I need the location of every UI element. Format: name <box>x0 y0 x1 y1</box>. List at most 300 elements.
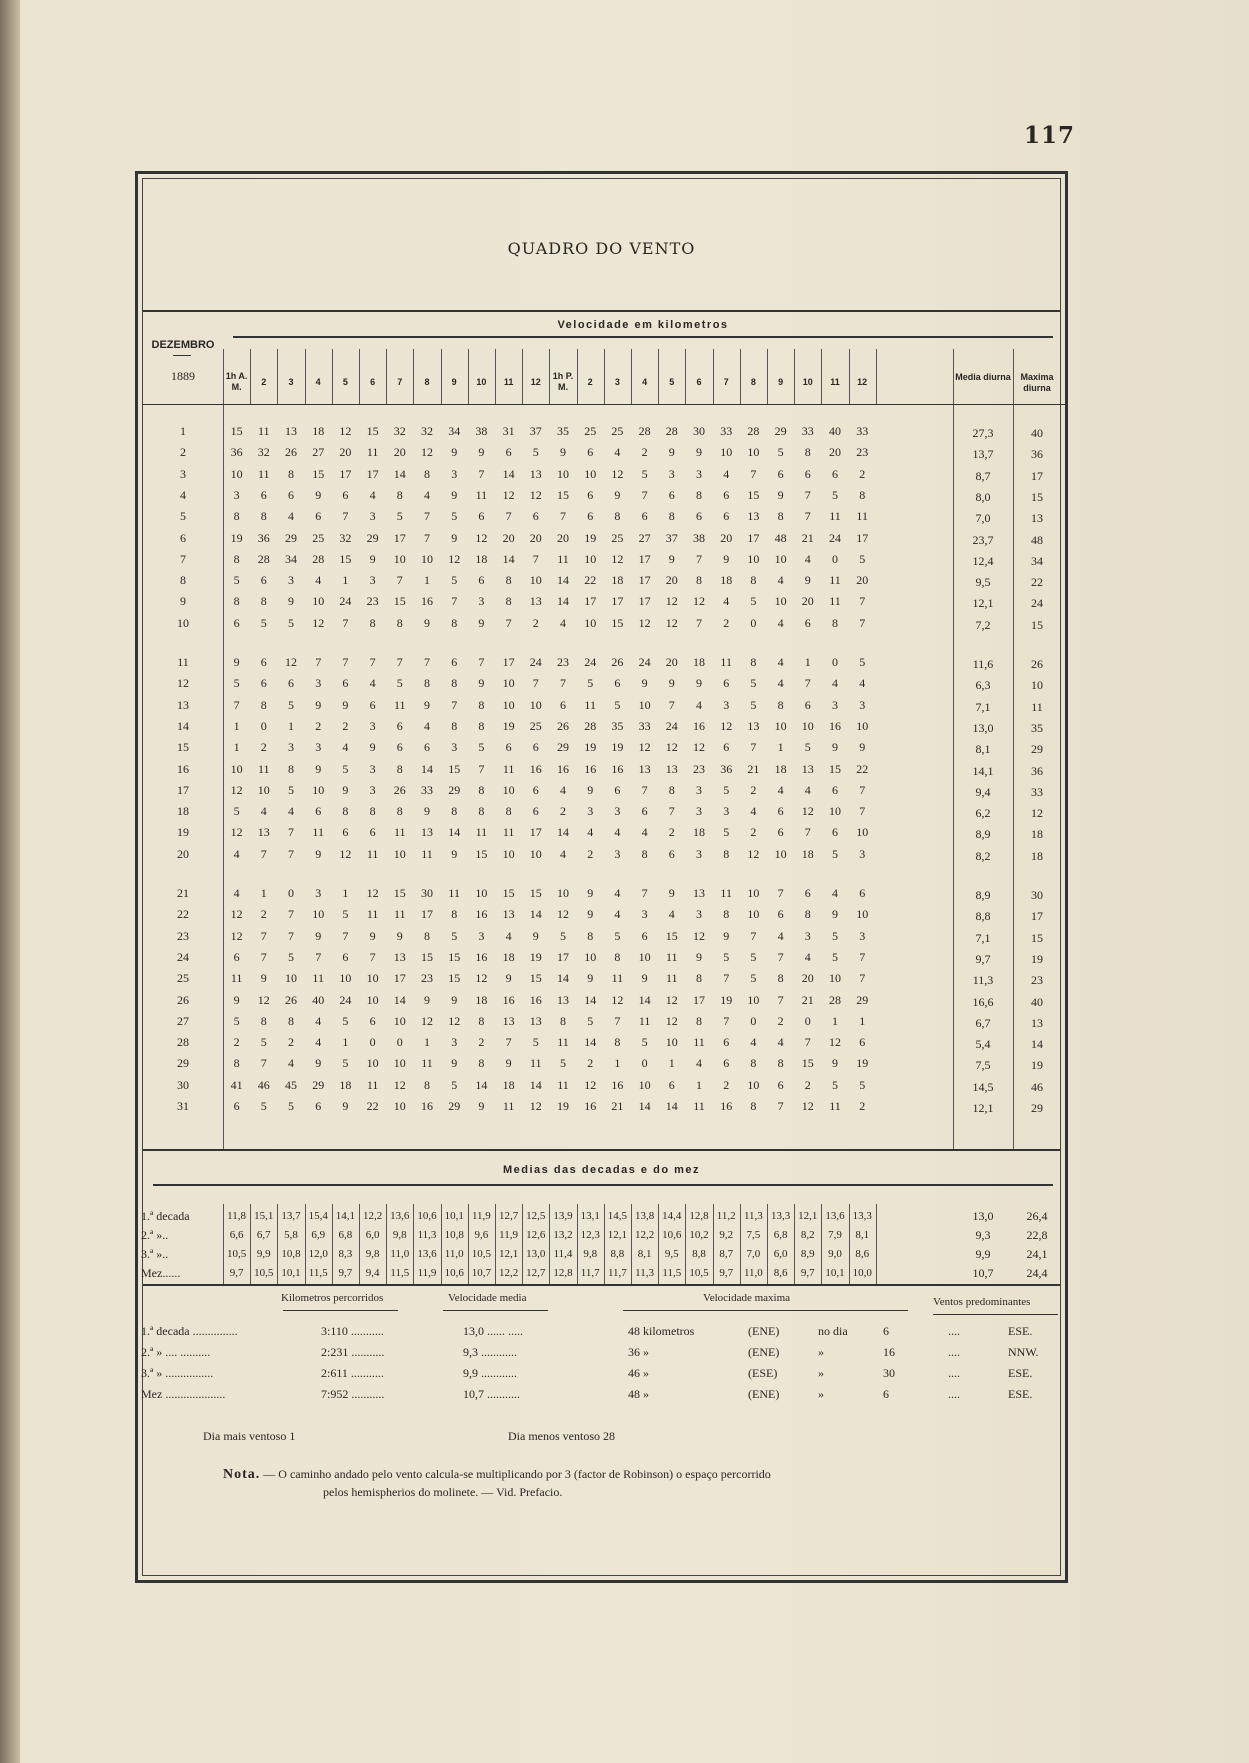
summary-dots: .... <box>948 1324 960 1338</box>
hour-value: 2 <box>859 466 866 481</box>
hour-value: 24 <box>584 655 597 669</box>
max-value: 15 <box>1031 617 1043 632</box>
decade-value: 8,6 <box>855 1248 870 1260</box>
decade-value: 13,1 <box>580 1210 600 1222</box>
hour-value: 37 <box>529 424 542 438</box>
hour-value: 8 <box>287 1013 294 1028</box>
hour-value: 9 <box>260 971 267 986</box>
hour-value: 5 <box>287 1099 294 1113</box>
media-value: 6,2 <box>975 806 991 821</box>
hour-value: 9 <box>831 907 838 922</box>
hour-value: 4 <box>831 676 838 691</box>
hour-value: 3 <box>723 697 730 712</box>
decade-value: 7,5 <box>746 1229 761 1241</box>
hour-value: 16 <box>720 1099 733 1113</box>
hour-value: 8 <box>695 573 702 588</box>
hour-value: 11 <box>421 846 433 861</box>
hour-value: 12 <box>665 1013 678 1028</box>
hour-value: 6 <box>532 740 539 755</box>
hour-value: 2 <box>777 1013 784 1028</box>
decade-value: 13,9 <box>553 1210 573 1222</box>
hour-value: 0 <box>396 1035 403 1050</box>
hour-header: 2 <box>587 377 593 387</box>
hour-value: 4 <box>804 782 811 797</box>
hour-value: 8 <box>859 487 866 502</box>
hour-value: 2 <box>750 782 757 797</box>
hour-value: 20 <box>556 530 569 545</box>
hour-value: 8 <box>233 594 240 609</box>
hour-value: 6 <box>723 1056 730 1071</box>
hour-value: 12 <box>257 992 270 1007</box>
hour-value: 10 <box>584 466 597 481</box>
hour-value: 20 <box>801 594 814 609</box>
hour-value: 15 <box>230 424 243 438</box>
decade-value: 12,7 <box>526 1267 546 1279</box>
hour-value: 33 <box>720 424 733 438</box>
hour-value: 13 <box>638 761 651 776</box>
hour-value: 3 <box>695 804 702 819</box>
media-value: 7,0 <box>975 511 991 526</box>
hour-value: 27 <box>638 530 651 545</box>
hour-value: 7 <box>641 487 648 502</box>
hour-value: 3 <box>369 573 376 588</box>
decade-title: Medias das decadas e do mez <box>502 1164 700 1176</box>
hour-value: 7 <box>777 992 784 1007</box>
hour-value: 6 <box>505 445 512 460</box>
hour-value: 20 <box>339 445 352 460</box>
hour-value: 13 <box>692 886 705 900</box>
hour-value: 8 <box>750 655 757 669</box>
hour-value: 7 <box>723 1013 730 1028</box>
hour-value: 15 <box>529 886 542 900</box>
hour-value: 3 <box>668 466 675 481</box>
hour-value: 9 <box>505 971 512 986</box>
hour-value: 3 <box>587 804 594 819</box>
hour-value: 7 <box>478 655 485 669</box>
hour-value: 11 <box>829 509 841 524</box>
hour-value: 17 <box>393 530 406 545</box>
hour-value: 6 <box>369 825 376 840</box>
hour-value: 11 <box>394 697 406 712</box>
hour-value: 10 <box>774 551 787 566</box>
hour-value: 9 <box>233 992 240 1007</box>
hour-value: 11 <box>366 846 379 861</box>
hour-value: 4 <box>559 846 566 861</box>
hour-value: 9 <box>668 886 675 900</box>
hour-value: 28 <box>665 424 678 438</box>
hour-value: 28 <box>584 718 597 733</box>
hour-value: 14 <box>475 1077 488 1092</box>
summary-dia: 30 <box>883 1366 895 1380</box>
hour-value: 20 <box>665 573 678 588</box>
table-frame <box>135 171 1068 1583</box>
decade-value: 8,2 <box>800 1229 815 1241</box>
hour-value: 10 <box>393 1056 406 1071</box>
hour-value: 5 <box>478 740 485 755</box>
media-value: 7,2 <box>975 617 991 632</box>
hour-header: 6 <box>696 377 702 387</box>
media-value: 8,1 <box>975 742 991 757</box>
hour-value: 5 <box>233 1013 240 1028</box>
hour-header: 1h A. M. <box>225 371 248 392</box>
hour-value: 17 <box>692 992 705 1007</box>
hour-value: 4 <box>777 676 784 691</box>
decade-value: 9,9 <box>256 1248 271 1260</box>
hour-value: 29 <box>556 740 569 755</box>
hour-value: 21 <box>747 761 760 776</box>
hour-value: 12 <box>584 1077 597 1092</box>
hour-value: 6 <box>723 509 730 524</box>
decade-max: 22,8 <box>1026 1228 1048 1242</box>
hour-value: 2 <box>478 1035 485 1050</box>
hour-value: 5 <box>451 573 458 588</box>
summary-dia-label: no dia <box>818 1324 848 1338</box>
hour-value: 16 <box>529 992 542 1007</box>
hour-value: 5 <box>831 1077 838 1092</box>
hour-value: 8 <box>396 487 403 502</box>
media-value: 8,0 <box>975 489 991 504</box>
hour-value: 20 <box>828 445 841 460</box>
hour-value: 9 <box>396 928 403 943</box>
max-value: 33 <box>1031 784 1043 799</box>
hour-value: 4 <box>777 928 784 943</box>
hour-value: 11 <box>557 551 569 566</box>
hour-value: 11 <box>502 761 515 776</box>
hour-value: 6 <box>587 487 594 502</box>
hour-header: 2 <box>261 377 267 387</box>
hour-value: 7 <box>342 509 349 524</box>
hour-value: 8 <box>723 907 730 922</box>
summary-max: 48 kilometros <box>628 1324 695 1338</box>
decade-value: 9,7 <box>229 1267 244 1279</box>
hour-value: 18 <box>475 551 488 566</box>
hour-value: 26 <box>611 655 624 669</box>
hour-header: 4 <box>315 377 321 387</box>
day-label: 10 <box>177 615 189 630</box>
hour-value: 10 <box>230 761 243 776</box>
hour-value: 12 <box>556 907 569 922</box>
hour-header: 8 <box>750 377 756 387</box>
hour-value: 7 <box>287 825 294 840</box>
hour-value: 6 <box>233 949 240 964</box>
hour-value: 5 <box>831 949 838 964</box>
hour-value: 25 <box>529 718 542 733</box>
hour-value: 3 <box>233 487 240 502</box>
hour-value: 3 <box>369 509 376 524</box>
summary-dots: .... <box>948 1366 960 1380</box>
media-value: 14,5 <box>972 1079 994 1094</box>
hour-value: 7 <box>777 1099 784 1113</box>
hour-value: 6 <box>260 487 267 502</box>
day-label: 15 <box>177 740 189 755</box>
summary-label: 3.ª » ................ <box>141 1366 214 1380</box>
hour-value: 8 <box>396 615 403 630</box>
hour-value: 9 <box>287 594 294 609</box>
hour-value: 15 <box>665 928 678 943</box>
hour-value: 13 <box>284 424 297 438</box>
hour-value: 7 <box>369 655 376 669</box>
hour-value: 7 <box>287 907 294 922</box>
decade-value: 10,1 <box>444 1210 464 1222</box>
hour-value: 3 <box>315 676 322 691</box>
media-value: 8,2 <box>975 848 991 863</box>
summary-km: 7:952 ........... <box>321 1387 385 1401</box>
hour-value: 5 <box>396 509 403 524</box>
decade-value: 13,6 <box>825 1210 845 1222</box>
hour-value: 0 <box>260 718 267 733</box>
hour-value: 7 <box>750 928 757 943</box>
hour-value: 13 <box>801 761 814 776</box>
hour-value: 13 <box>529 466 542 481</box>
day-label: 11 <box>177 655 189 669</box>
hour-value: 6 <box>668 1077 675 1092</box>
hour-value: 14 <box>556 825 569 840</box>
hour-value: 4 <box>859 676 866 691</box>
decade-value: 9,5 <box>664 1248 679 1260</box>
hour-value: 12 <box>611 466 624 481</box>
hour-value: 22 <box>366 1099 379 1113</box>
decade-value: 11,5 <box>308 1267 328 1279</box>
hour-value: 12 <box>529 1099 542 1113</box>
hour-value: 11 <box>557 1077 569 1092</box>
decade-value: 8,9 <box>800 1248 815 1260</box>
hour-value: 8 <box>478 782 485 797</box>
hour-value: 14 <box>556 971 569 986</box>
hour-value: 0 <box>287 886 294 900</box>
hour-value: 8 <box>668 782 675 797</box>
decade-value: 10,5 <box>471 1248 492 1260</box>
hour-value: 7 <box>668 697 675 712</box>
media-value: 8,9 <box>975 888 991 902</box>
hour-value: 2 <box>723 1077 730 1092</box>
hour-value: 7 <box>859 949 866 964</box>
decade-value: 6,8 <box>338 1229 353 1241</box>
hour-value: 2 <box>315 718 322 733</box>
hour-value: 6 <box>396 718 403 733</box>
hour-value: 10 <box>393 1013 406 1028</box>
day-label: 13 <box>177 697 189 712</box>
hour-value: 15 <box>339 551 352 566</box>
hour-value: 7 <box>668 804 675 819</box>
hour-value: 4 <box>723 466 730 481</box>
media-header: Media diurna <box>955 372 1011 382</box>
max-value: 19 <box>1031 1058 1043 1073</box>
hour-value: 2 <box>641 445 648 460</box>
hour-value: 7 <box>423 530 430 545</box>
hour-value: 7 <box>723 971 730 986</box>
hour-value: 17 <box>393 971 406 986</box>
hour-value: 9 <box>587 971 594 986</box>
hour-value: 21 <box>801 530 814 545</box>
hour-value: 5 <box>342 1056 349 1071</box>
hour-header: 9 <box>451 377 457 387</box>
hour-value: 4 <box>369 487 376 502</box>
hour-value: 19 <box>584 740 597 755</box>
hour-value: 13 <box>502 1013 515 1028</box>
media-value: 7,1 <box>975 930 991 945</box>
hour-value: 40 <box>312 992 325 1007</box>
hour-value: 19 <box>720 992 733 1007</box>
max-value: 24 <box>1031 596 1043 611</box>
hour-value: 8 <box>750 1056 757 1071</box>
hour-value: 16 <box>611 761 624 776</box>
page-number: 117 <box>1024 122 1076 149</box>
hour-value: 8 <box>750 573 757 588</box>
hour-value: 6 <box>342 676 349 691</box>
hour-value: 12 <box>475 971 488 986</box>
hour-value: 6 <box>559 697 566 712</box>
decade-value: 10,5 <box>689 1267 709 1279</box>
hour-value: 7 <box>287 928 294 943</box>
hour-value: 9 <box>478 676 485 691</box>
summary-header-ventos: Ventos predominantes <box>933 1296 1031 1308</box>
hour-value: 4 <box>695 1056 702 1071</box>
hour-value: 4 <box>315 573 322 588</box>
hour-header: 10 <box>476 377 487 387</box>
hour-value: 7 <box>478 761 485 776</box>
hour-value: 20 <box>720 530 733 545</box>
max-value: 13 <box>1031 511 1043 526</box>
hour-value: 9 <box>369 740 376 755</box>
summary-dia-label: » <box>818 1366 824 1380</box>
day-label: 26 <box>177 992 189 1007</box>
hour-value: 6 <box>668 487 675 502</box>
hour-value: 7 <box>804 1035 811 1050</box>
hour-value: 4 <box>804 551 811 566</box>
hour-value: 22 <box>584 573 597 588</box>
day-label: 20 <box>177 846 189 861</box>
hour-value: 8 <box>777 509 784 524</box>
hour-header: 11 <box>830 377 840 387</box>
hour-value: 12 <box>638 615 651 630</box>
hour-value: 5 <box>559 928 566 943</box>
hour-value: 13 <box>529 1013 542 1028</box>
hour-value: 9 <box>315 487 322 502</box>
hour-value: 12 <box>611 551 624 566</box>
decade-value: 12,2 <box>498 1267 519 1279</box>
hour-value: 7 <box>804 825 811 840</box>
hour-value: 11 <box>666 949 678 964</box>
hour-value: 12 <box>692 928 705 943</box>
hour-value: 8 <box>478 1013 485 1028</box>
summary-max: 48 » <box>628 1387 649 1401</box>
decade-value: 12,1 <box>498 1248 519 1260</box>
hour-value: 6 <box>777 804 784 819</box>
decade-value: 8,3 <box>338 1248 353 1260</box>
hour-value: 7 <box>478 466 485 481</box>
hour-value: 18 <box>692 655 705 669</box>
hour-value: 32 <box>420 424 433 438</box>
day-label: 25 <box>177 971 189 986</box>
media-value: 16,6 <box>972 994 994 1009</box>
hour-value: 8 <box>451 718 458 733</box>
hour-value: 20 <box>856 573 869 588</box>
hour-value: 8 <box>614 949 621 964</box>
hour-value: 6 <box>668 846 675 861</box>
day-label: 23 <box>177 928 189 943</box>
max-value: 26 <box>1031 657 1043 671</box>
hour-value: 41 <box>230 1077 243 1092</box>
hour-value: 26 <box>284 992 297 1007</box>
hour-value: 16 <box>692 718 705 733</box>
hour-value: 8 <box>505 573 512 588</box>
hour-value: 8 <box>777 697 784 712</box>
hour-value: 23 <box>856 445 869 460</box>
hour-value: 16 <box>556 761 569 776</box>
hour-value: 9 <box>451 846 458 861</box>
decade-value: 6,0 <box>773 1248 788 1260</box>
hour-header: 8 <box>424 377 430 387</box>
hour-value: 7 <box>777 949 784 964</box>
hour-value: 1 <box>260 886 267 900</box>
hour-value: 3 <box>315 886 322 900</box>
max-value: 40 <box>1031 994 1043 1009</box>
decade-value: 12,1 <box>607 1229 628 1241</box>
hour-value: 3 <box>478 928 485 943</box>
hour-value: 9 <box>559 445 566 460</box>
hour-value: 14 <box>638 1099 651 1113</box>
hour-value: 35 <box>611 718 624 733</box>
hour-value: 5 <box>750 971 757 986</box>
nota-line2: pelos hemispherios do molinete. — Vid. Prefacio. <box>323 1485 563 1499</box>
hour-value: 0 <box>369 1035 376 1050</box>
hour-value: 16 <box>420 1099 433 1113</box>
hour-value: 0 <box>750 615 757 630</box>
hour-value: 6 <box>614 676 621 691</box>
hour-value: 7 <box>777 886 784 900</box>
decade-value: 6,0 <box>365 1229 380 1241</box>
hour-value: 9 <box>505 1056 512 1071</box>
hour-value: 3 <box>369 718 376 733</box>
decade-value: 9,4 <box>365 1267 380 1279</box>
hour-value: 9 <box>423 992 430 1007</box>
hour-value: 9 <box>723 551 730 566</box>
hour-value: 18 <box>774 761 787 776</box>
hour-value: 15 <box>502 886 515 900</box>
hour-value: 9 <box>423 615 430 630</box>
hour-value: 12 <box>448 1013 461 1028</box>
hour-value: 8 <box>451 804 458 819</box>
hour-value: 6 <box>859 1035 866 1050</box>
hour-value: 10 <box>801 718 814 733</box>
decade-value: 12,0 <box>308 1248 328 1260</box>
hour-value: 8 <box>804 445 811 460</box>
hour-value: 5 <box>342 907 349 922</box>
hour-value: 8 <box>723 846 730 861</box>
hour-value: 14 <box>529 1077 542 1092</box>
hour-value: 8 <box>451 676 458 691</box>
hour-value: 7 <box>532 676 539 691</box>
hour-value: 8 <box>451 907 458 922</box>
hour-value: 1 <box>668 1056 675 1071</box>
hour-value: 1 <box>859 1013 866 1028</box>
hour-value: 11 <box>258 761 270 776</box>
hour-value: 5 <box>750 949 757 964</box>
media-value: 8,7 <box>975 468 991 483</box>
hour-value: 5 <box>451 509 458 524</box>
hour-value: 8 <box>777 1056 784 1071</box>
hour-value: 16 <box>584 1099 597 1113</box>
hour-value: 32 <box>257 445 270 460</box>
media-value: 8,9 <box>975 827 991 842</box>
hour-value: 6 <box>831 782 838 797</box>
hour-value: 19 <box>856 1056 869 1071</box>
hour-header: 3 <box>614 377 620 387</box>
summary-vento: NNW. <box>1008 1345 1039 1359</box>
hour-value: 8 <box>614 1035 621 1050</box>
hour-value: 3 <box>614 846 621 861</box>
hour-value: 6 <box>505 740 512 755</box>
